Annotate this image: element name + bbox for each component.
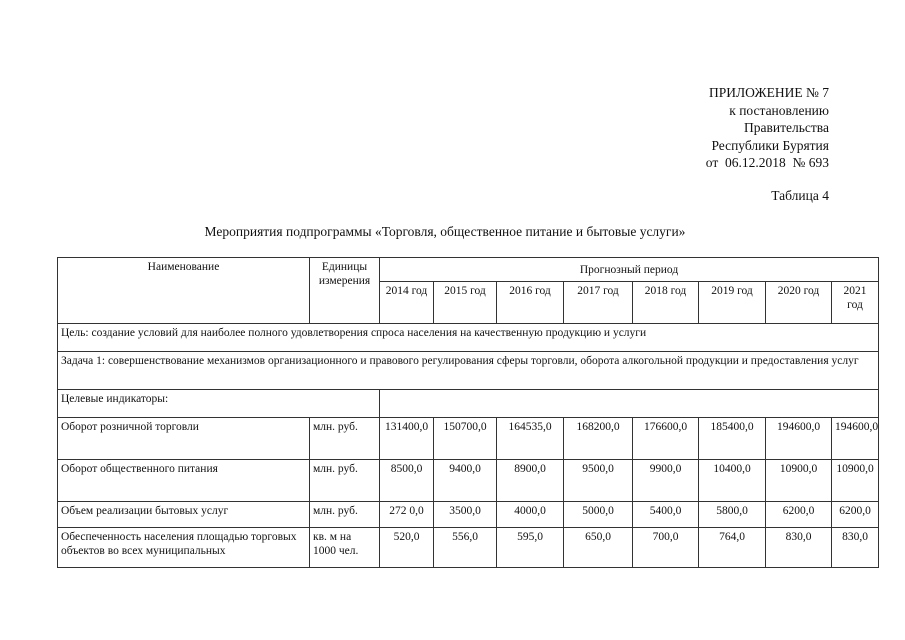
indicator-value: 6200,0 [832,502,879,528]
task-cell: Задача 1: совершенствование механизмов организационного и правового регулирования сферы торговли, оборота алкогольной продукции и предоставления услуг [58,352,879,390]
indicator-value: 5400,0 [633,502,699,528]
indicators-row [58,390,879,418]
column-header-unit: Единицы измерения [310,258,380,324]
year-header-cell: 2016 год [497,282,564,324]
goal-row [58,324,879,352]
indicator-unit: млн. руб. [310,460,380,502]
indicator-value: 595,0 [497,528,564,568]
appendix-title: ПРИЛОЖЕНИЕ № 7 [708,85,829,100]
indicator-value: 9400,0 [434,460,497,502]
table-row [58,528,879,568]
indicator-name: Оборот розничной торговли [58,418,310,460]
table-row [58,502,879,528]
indicator-value: 830,0 [832,528,879,568]
indicator-value: 830,0 [766,528,832,568]
resolution-ref: к постановлению [729,102,829,118]
indicator-value: 168200,0 [564,418,633,460]
indicator-unit: кв. м на 1000 чел. [310,528,380,568]
table-row [58,418,879,460]
goal-cell: Цель: создание условий для наиболее полного удовлетворения спроса населения на качественную продукцию и услуги [58,324,879,352]
indicator-value: 131400,0 [380,418,434,460]
year-header-cell: 2021 год [832,282,879,324]
indicator-value: 194600,0 [766,418,832,460]
indicator-value: 10400,0 [699,460,766,502]
indicators-empty-cell [380,390,879,418]
year-header-cell: 2019 год [699,282,766,324]
table-row [58,460,879,502]
indicator-value: 9500,0 [564,460,633,502]
indicator-name: Обеспеченность населения площадью торговых объектов во всех муниципальных [58,528,310,568]
indicator-value: 520,0 [380,528,434,568]
indicator-name: Оборот общественного питания [58,460,310,502]
column-header-period: Прогнозный период [380,258,879,282]
year-header-cell: 2017 год [564,282,633,324]
year-header-cell: 2020 год [766,282,832,324]
indicator-value: 5000,0 [564,502,633,528]
indicator-value: 185400,0 [699,418,766,460]
task-row [58,352,879,390]
indicators-label: Целевые индикаторы: [58,390,380,418]
indicator-value: 6200,0 [766,502,832,528]
indicator-unit: млн. руб. [310,502,380,528]
table-number-label: Таблица 4 [771,188,829,203]
indicator-value: 272 0,0 [380,502,434,528]
indicator-value: 150700,0 [434,418,497,460]
appendix-header [0,84,829,172]
measures-table [57,257,879,568]
indicator-value: 9900,0 [633,460,699,502]
year-header-cell: 2015 год [434,282,497,324]
indicator-value: 650,0 [564,528,633,568]
indicator-value: 8500,0 [380,460,434,502]
indicator-value: 5800,0 [699,502,766,528]
indicator-value: 164535,0 [497,418,564,460]
column-header-name: Наименование [58,258,310,324]
indicator-value: 700,0 [633,528,699,568]
indicator-value: 4000,0 [497,502,564,528]
indicator-value: 8900,0 [497,460,564,502]
year-header-cell: 2018 год [633,282,699,324]
government-ref: Правительства [744,120,829,136]
indicator-value: 176600,0 [633,418,699,460]
indicator-value: 10900,0 [766,460,832,502]
indicator-value: 194600,0 [832,418,879,460]
indicator-value: 556,0 [434,528,497,568]
indicator-name: Объем реализации бытовых услуг [58,502,310,528]
indicator-value: 3500,0 [434,502,497,528]
indicator-value: 764,0 [699,528,766,568]
indicator-unit: млн. руб. [310,418,380,460]
year-header-cell: 2014 год [380,282,434,324]
republic-ref: Республики Бурятия [711,137,829,153]
table-header-row [58,258,879,282]
decree-date-number: от 06.12.2018 № 693 [705,155,829,171]
indicator-value: 10900,0 [832,460,879,502]
document-title: Мероприятия подпрограммы «Торговля, общественное питание и бытовые услуги» [204,224,686,239]
